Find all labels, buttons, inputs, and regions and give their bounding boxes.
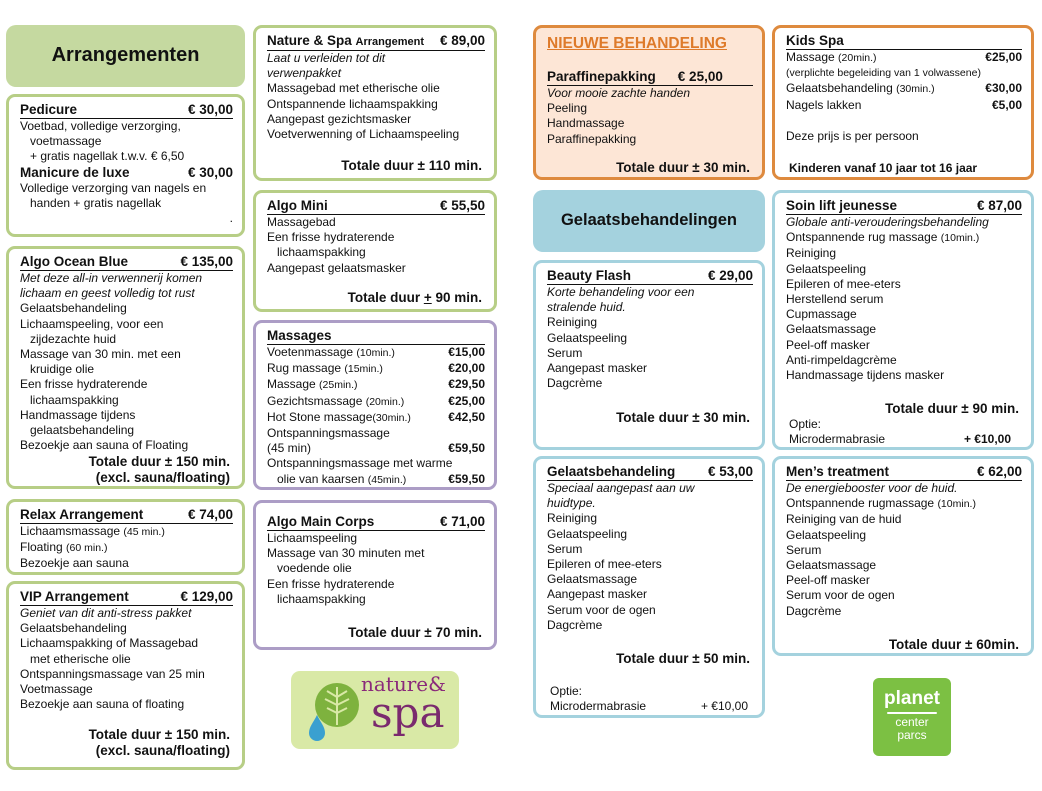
table-row: Gelaatsbehandeling (30min.) €30,00	[786, 81, 1022, 96]
beauty-desc: Korte behandeling voor een	[547, 285, 695, 299]
list-item: Gelaatsmassage	[786, 322, 877, 337]
pedicure-card	[6, 94, 245, 237]
massages-card	[253, 320, 497, 490]
nature-spa-total: Totale duur ± 110 min.	[341, 158, 482, 173]
gelaatsbeh-name: Gelaatsbehandeling	[547, 464, 676, 479]
list-item: Massage van 30 min. met een	[20, 347, 181, 362]
algo-ocean-name: Algo Ocean Blue	[20, 254, 129, 269]
gelaats-title: Gelaatsbehandelingen	[533, 190, 765, 252]
nature-word: nature&	[361, 672, 446, 696]
list-item: met etherische olie	[30, 651, 131, 666]
massages-name: Massages	[267, 328, 332, 343]
vip-price: € 129,00	[180, 589, 233, 604]
algo-ocean-desc: lichaam en geest volledig tot rust	[20, 286, 195, 301]
kids-age: Kinderen vanaf 10 jaar tot 16 jaar	[789, 161, 978, 175]
list-item: Handmassage tijdens masker	[786, 368, 945, 383]
list-item: kruidige olie	[30, 362, 95, 377]
list-item: Een frisse hydraterende	[267, 576, 395, 591]
list-item: Gelaatsmassage	[786, 558, 877, 573]
algo-main-total: Totale duur ± 70 min.	[348, 625, 482, 640]
list-item: gelaatsbehandeling	[30, 423, 135, 438]
pedicure-line: + gratis nagellak t.w.v. € 6,50	[30, 149, 185, 164]
center-word: center	[895, 715, 929, 729]
relax-price: € 74,00	[187, 507, 233, 522]
nieuwe-card	[533, 25, 765, 180]
gelaatsbeh-desc: huidtype.	[547, 496, 596, 511]
gelaatsbeh-card	[533, 456, 765, 718]
soin-price: € 87,00	[976, 198, 1022, 213]
planet-word: planet	[884, 688, 940, 709]
list-item: lichaamspakking	[30, 392, 119, 407]
beauty-total: Totale duur ± 30 min.	[616, 410, 750, 425]
nature-spa-desc: Laat u verleiden tot dit	[267, 51, 386, 65]
algo-main-name: Algo Main Corps	[267, 514, 375, 529]
manicure-dot: .	[229, 211, 233, 226]
list-item: voedende olie	[277, 561, 352, 576]
nature-spa-desc: verwenpakket	[267, 66, 342, 81]
algo-main-card	[253, 500, 497, 650]
list-item: lichaamspakking	[277, 245, 366, 260]
algo-ocean-total: Totale duur ± 150 min. (excl. sauna/floating)	[88, 454, 230, 485]
list-item: Dagcrème	[547, 376, 603, 391]
pedicure-line: Voetbad, volledige verzorging,	[20, 119, 181, 133]
vip-total: Totale duur ± 150 min. (excl. sauna/floating)	[88, 727, 230, 758]
table-row: (45 min) €59,50	[267, 441, 485, 456]
algo-ocean-card	[6, 246, 245, 489]
list-item: Aangepast masker	[547, 361, 648, 376]
kids-name: Kids Spa	[786, 33, 844, 48]
manicure-name: Manicure de luxe	[20, 164, 130, 180]
list-item: Gelaatspeeling	[547, 526, 628, 541]
table-row: Massage (20min.) €25,00	[786, 50, 1022, 64]
list-item: Massagebad met etherische olie	[267, 81, 440, 96]
list-item: Ontspannende rugmassage (10min.)	[786, 496, 976, 511]
pedicure-price: € 30,00	[187, 102, 233, 117]
table-row: Voetenmassage (10min.) €15,00	[267, 345, 485, 359]
list-item: lichaamspakking	[277, 591, 366, 606]
list-item: Handmassage tijdens	[20, 407, 136, 422]
vip-desc: Geniet van dit anti-stress pakket	[20, 606, 192, 620]
list-item: Dagcrème	[547, 617, 603, 632]
list-item: Serum voor de ogen	[547, 602, 656, 617]
list-item: Peeling	[547, 101, 588, 116]
list-item: Lichaamsmassage (45 min.)	[20, 524, 165, 538]
list-item: Bezoekje aan sauna of floating	[20, 697, 185, 712]
algo-mini-price: € 55,50	[439, 198, 485, 213]
nature-spa-logo	[291, 671, 459, 749]
list-item: Ontspannende rug massage (10min.)	[786, 230, 980, 245]
pedicure-line: voetmassage	[30, 134, 102, 149]
manicure-price: € 30,00	[187, 164, 233, 180]
list-item: Aangepast gezichtsmasker	[267, 111, 412, 126]
arrangementen-title: Arrangementen	[6, 25, 245, 87]
list-item: Reiniging	[786, 246, 837, 261]
manicure-line: Volledige verzorging van nagels en	[20, 180, 207, 195]
gelaatsbeh-optie: Optie: Microdermabrasie + €10,00	[550, 684, 748, 714]
paraffine-desc: Voor mooie zachte handen	[547, 86, 690, 100]
list-item: Lichaamspeeling	[267, 531, 358, 545]
list-item: Serum	[547, 541, 583, 556]
nieuwe-header: NIEUWE BEHANDELING	[547, 35, 727, 52]
list-item: zijdezachte huid	[30, 331, 117, 346]
soin-card	[772, 190, 1034, 450]
center-parcs-logo	[873, 678, 951, 756]
nature-spa-card	[253, 25, 497, 181]
table-row: Massage (25min.) €29,50	[267, 377, 485, 392]
kids-per-persoon: Deze prijs is per persoon	[786, 128, 919, 143]
table-row: Ontspanningsmassage met warme	[267, 456, 453, 471]
men-desc: De energiebooster voor de huid.	[786, 481, 958, 495]
table-row: Gezichtsmassage (20min.) €25,00	[267, 393, 485, 408]
nature-spa-price: € 89,00	[439, 33, 485, 48]
list-item: Anti-rimpeldagcrème	[786, 352, 897, 367]
list-item: Gelaatsbehandeling	[20, 621, 127, 636]
list-item: Peel-off masker	[786, 337, 870, 352]
men-card	[772, 456, 1034, 656]
soin-desc: Globale anti-verouderingsbehandeling	[786, 215, 989, 229]
list-item: Lichaamspeeling, voor een	[20, 316, 164, 331]
list-item: Lichaamspakking of Massagebad	[20, 636, 199, 651]
gelaatsbeh-total: Totale duur ± 50 min.	[616, 651, 750, 666]
list-item: Ontspanningsmassage van 25 min	[20, 666, 205, 681]
gelaatsbeh-desc: Speciaal aangepast aan uw	[547, 481, 695, 495]
list-item: Cupmassage	[786, 307, 857, 322]
algo-main-price: € 71,00	[439, 514, 485, 529]
list-item: Dagcrème	[786, 603, 842, 618]
list-item: Gelaatsbehandeling	[20, 301, 127, 316]
beauty-card	[533, 260, 765, 450]
list-item: Peel-off masker	[786, 573, 870, 588]
paraffine-name: Paraffinepakking	[547, 69, 656, 84]
list-item: Gelaatspeeling	[786, 261, 867, 276]
list-item: Paraffinepakking	[547, 131, 637, 146]
manicure-line: handen + gratis nagellak	[30, 195, 162, 210]
list-item: Ontspannende lichaamspakking	[267, 96, 438, 111]
paraffine-price: € 25,00	[677, 69, 723, 84]
list-item: Bezoekje aan sauna	[20, 556, 129, 571]
list-item: Aangepast gelaatsmasker	[267, 260, 406, 275]
beauty-price: € 29,00	[707, 268, 753, 283]
paraffine-total: Totale duur ± 30 min.	[616, 160, 750, 175]
table-row: Hot Stone massage(30min.) €42,50	[267, 409, 485, 424]
vip-card	[6, 581, 245, 770]
list-item: Massage van 30 minuten met	[267, 546, 425, 561]
men-price: € 62,00	[976, 464, 1022, 479]
kids-card	[772, 25, 1034, 180]
kids-note: (verplichte begeleiding van 1 volwassene)	[786, 67, 981, 80]
relax-name: Relax Arrangement	[20, 507, 144, 522]
algo-mini-name: Algo Mini	[267, 198, 328, 213]
list-item: Aangepast masker	[547, 587, 648, 602]
list-item: Epileren of mee-eters	[786, 276, 901, 291]
list-item: Voetverwenning of Lichaamspeeling	[267, 127, 460, 142]
parcs-word: parcs	[897, 728, 927, 742]
soin-total: Totale duur ± 90 min.	[885, 401, 1019, 416]
list-item: Gelaatspeeling	[547, 330, 628, 345]
algo-mini-total: Totale duur + 90 min.	[347, 290, 482, 305]
beauty-name: Beauty Flash	[547, 268, 632, 283]
list-item: Herstellend serum	[786, 292, 884, 307]
relax-card	[6, 499, 245, 575]
soin-optie: Optie: Microdermabrasie + €10,00	[789, 417, 1011, 447]
table-row: Nagels lakken €5,00	[786, 97, 1022, 112]
pedicure-name: Pedicure	[20, 102, 78, 117]
list-item: Epileren of mee-eters	[547, 557, 662, 572]
list-item: Reiniging	[547, 315, 598, 330]
list-item: Serum	[786, 542, 822, 557]
vip-name: VIP Arrangement	[20, 589, 129, 604]
algo-ocean-desc: Met deze all-in verwennerij komen	[20, 271, 203, 285]
table-row: olie van kaarsen (45min.) €59,50	[277, 471, 485, 486]
spa-word: spa	[371, 688, 445, 737]
men-name: Men’s treatment	[786, 464, 890, 479]
list-item: Voetmassage	[20, 682, 93, 697]
list-item: Een frisse hydraterende	[267, 230, 395, 245]
list-item: Floating (60 min.)	[20, 540, 108, 555]
algo-mini-card	[253, 190, 497, 312]
men-total: Totale duur ± 60min.	[888, 637, 1019, 652]
list-item: Reiniging van de huid	[786, 512, 902, 527]
list-item: Bezoekje aan sauna of Floating	[20, 438, 189, 453]
beauty-desc: stralende huid.	[547, 300, 626, 315]
list-item: Gelaatspeeling	[786, 527, 867, 542]
list-item: Reiniging	[547, 511, 598, 526]
list-item: Massagebad	[267, 215, 336, 229]
table-row: Rug massage (15min.) €20,00	[267, 361, 485, 376]
table-row: Ontspanningsmassage	[267, 426, 390, 441]
list-item: Gelaatsmassage	[547, 572, 638, 587]
list-item: Handmassage	[547, 116, 625, 131]
list-item: Een frisse hydraterende	[20, 377, 148, 392]
soin-name: Soin lift jeunesse	[786, 198, 898, 213]
gelaatsbeh-price: € 53,00	[707, 464, 753, 479]
nature-spa-name: Nature & Spa Arrangement	[267, 33, 425, 48]
algo-ocean-price: € 135,00	[180, 254, 233, 269]
list-item: Serum voor de ogen	[786, 588, 895, 603]
list-item: Serum	[547, 345, 583, 360]
